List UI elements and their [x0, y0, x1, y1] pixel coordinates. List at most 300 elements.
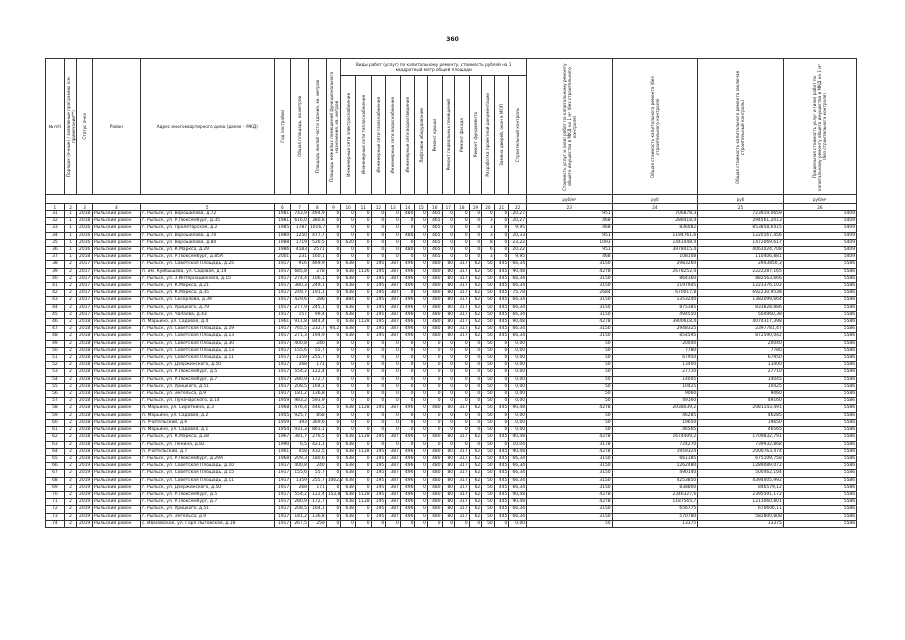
table-cell: 0	[355, 362, 371, 369]
table-cell: 33	[46, 225, 65, 232]
table-cell: Рыльский район	[92, 470, 140, 477]
table-cell: 0	[494, 232, 509, 239]
table-cell: 0,00	[509, 391, 527, 398]
table-cell: 0	[494, 398, 509, 405]
table-row	[46, 434, 857, 441]
column-number: 7	[291, 204, 309, 211]
table-cell: 0	[326, 362, 341, 369]
table-cell: Рыльский район	[92, 211, 140, 218]
table-cell: 2	[64, 304, 77, 311]
table-cell: 195	[371, 333, 386, 340]
table-cell: 638	[341, 275, 356, 282]
table-cell: 0	[355, 484, 371, 491]
table-cell: 496	[400, 513, 415, 520]
table-cell: 3150	[527, 326, 613, 333]
table-cell: 3150	[527, 297, 613, 304]
table-cell: 480	[427, 463, 442, 470]
table-cell: 110406,881	[698, 254, 784, 261]
table-cell: 465	[427, 211, 442, 218]
table-cell: 0	[371, 383, 386, 390]
table-cell: г. Рыльск, ул. Р.Люксембург, д.35	[140, 218, 274, 225]
table-cell: 0	[455, 239, 470, 246]
table-cell: 0	[326, 463, 341, 470]
table-cell: 1917	[274, 506, 291, 513]
table-cell: 0	[386, 239, 401, 246]
table-cell: 0	[326, 232, 341, 239]
table-cell: 62	[469, 297, 482, 304]
table-cell: г. Рыльск, ул. Советская Площадь, д.15	[140, 470, 274, 477]
table-cell: 4183	[291, 247, 309, 254]
table-cell: 66,34	[509, 275, 527, 282]
table-cell: 5586	[783, 347, 856, 354]
table-cell: 50	[482, 340, 495, 347]
table-cell: 0	[494, 225, 509, 232]
table-cell: 50	[482, 275, 495, 282]
table-cell: 7780	[612, 347, 698, 354]
table-cell: 0	[371, 232, 386, 239]
table-cell: 195	[371, 513, 386, 520]
table-cell: 0	[469, 211, 482, 218]
table-cell: 5586	[783, 283, 856, 290]
table-cell: 0	[415, 484, 428, 491]
table-cell: п. им. Куйбышева, ул. Садовая, д.14	[140, 268, 274, 275]
table-cell: 765,5	[291, 326, 309, 333]
table-cell: 3150	[527, 304, 613, 311]
table-cell: 0	[469, 362, 482, 369]
table-cell: 706878,3	[612, 211, 698, 218]
table-cell: 0	[355, 470, 371, 477]
table-cell: 2016	[77, 239, 93, 246]
table-cell: 387	[386, 268, 401, 275]
table-cell: 400,8	[291, 340, 309, 347]
table-cell: 638	[341, 326, 356, 333]
table-cell: 5586	[783, 340, 856, 347]
table-cell: 20040	[612, 340, 698, 347]
table-cell: 0	[355, 340, 371, 347]
table-row	[46, 218, 857, 225]
table-cell: 0	[326, 405, 341, 412]
table-cell: 0	[469, 376, 482, 383]
table-cell: 58	[46, 405, 65, 412]
table-cell: 445	[494, 506, 509, 513]
table-cell: 280,9	[291, 376, 309, 383]
table-cell: 195	[371, 484, 386, 491]
table-cell: 0	[326, 520, 341, 527]
table-cell: 172,7	[308, 376, 326, 383]
table-cell: г. Рыльск, ул. Ворошилова, д.72	[140, 211, 274, 218]
table-cell: 1917	[274, 355, 291, 362]
table-cell: 249,7	[291, 290, 309, 297]
table-cell: 0	[415, 391, 428, 398]
table-cell: 317	[455, 455, 470, 462]
table-cell: 155,6	[291, 347, 309, 354]
table-cell: 49	[46, 340, 65, 347]
table-cell: 480	[427, 484, 442, 491]
table-cell: 685,8	[291, 268, 309, 275]
table-cell: 2018	[77, 427, 93, 434]
table-cell: 638	[341, 477, 356, 484]
table-cell: Рыльский район	[92, 463, 140, 470]
table-cell: 0	[442, 225, 455, 232]
table-cell: 50	[482, 513, 495, 520]
column-number: 11	[355, 204, 371, 211]
table-row	[46, 290, 857, 297]
table-cell: 2000763,474	[698, 448, 784, 455]
table-cell: 3	[482, 254, 495, 261]
table-cell: 0	[415, 412, 428, 419]
table-cell: 0	[341, 427, 356, 434]
table-cell: 638	[341, 290, 356, 297]
table-cell: г. Рыльск, ул. Урицкого, д.51	[140, 383, 274, 390]
column-number: 12	[371, 204, 386, 211]
table-cell: 0	[415, 434, 428, 441]
table-cell: 62	[469, 491, 482, 498]
table-cell: 50	[482, 383, 495, 390]
table-cell: 2	[64, 491, 77, 498]
table-cell: 49160	[698, 398, 784, 405]
table-cell: 0	[442, 419, 455, 426]
table-cell: 526,5	[308, 239, 326, 246]
table-cell: г. Рыльск, ул. Р.Люксембург, д.85А	[140, 254, 274, 261]
table-cell: 445	[494, 319, 509, 326]
table-cell: г. Рыльск, ул. Ленина, д.82	[140, 441, 274, 448]
column-number: 5	[140, 204, 274, 211]
table-cell: г. Рыльск, ул. Советская Площадь, д.30	[140, 340, 274, 347]
table-cell: 0	[427, 369, 442, 376]
table-row	[46, 225, 857, 232]
table-cell: 80	[442, 283, 455, 290]
table-cell: 446,5	[308, 405, 326, 412]
column-number: 25	[698, 204, 784, 211]
table-cell: 0	[469, 225, 482, 232]
table-cell: 0	[469, 391, 482, 398]
table-cell: 458	[291, 448, 309, 455]
table-cell: 2	[64, 427, 77, 434]
table-cell: Рыльский район	[92, 304, 140, 311]
table-cell: г. Рыльск, ул. К.Маркса, д.21	[140, 283, 274, 290]
table-cell: 2	[64, 362, 77, 369]
table-cell: 0	[494, 376, 509, 383]
table-cell: 2019	[77, 513, 93, 520]
table-cell: 5586	[783, 441, 856, 448]
table-cell: 400,8	[291, 463, 309, 470]
table-cell: 2346327,6	[612, 491, 698, 498]
table-cell: 0	[326, 247, 341, 254]
table-row	[46, 484, 857, 491]
table-cell: 2018	[77, 211, 93, 218]
table-cell: 62	[469, 448, 482, 455]
table-cell: 0	[455, 340, 470, 347]
table-cell: Рыльский район	[92, 448, 140, 455]
table-cell: 1	[64, 211, 77, 218]
column-number: 15	[415, 204, 428, 211]
table-cell: 0	[386, 247, 401, 254]
table-cell: 0	[427, 376, 442, 383]
table-cell: 2019	[77, 484, 93, 491]
header-col-3: Статус очка	[77, 59, 93, 195]
table-cell: 1917	[274, 290, 291, 297]
table-cell: 50	[482, 319, 495, 326]
table-cell: 0	[442, 355, 455, 362]
table-cell: 2016	[77, 225, 93, 232]
table-cell: 90,48	[509, 434, 527, 441]
table-cell: 80	[442, 290, 455, 297]
table-cell: 387	[386, 491, 401, 498]
table-cell: 445	[494, 304, 509, 311]
table-cell: Рыльский район	[92, 275, 140, 282]
table-row	[46, 232, 857, 239]
table-cell: Рыльский район	[92, 268, 140, 275]
table-cell: 195	[371, 477, 386, 484]
table-cell: 638	[341, 311, 356, 318]
table-cell: 0	[341, 218, 356, 225]
table-cell: 66,34	[509, 513, 527, 520]
table-cell: 0	[355, 311, 371, 318]
table-cell: 0	[341, 391, 356, 398]
table-cell: 0,00	[509, 355, 527, 362]
table-cell: 50	[46, 347, 65, 354]
table-cell: 80	[442, 455, 455, 462]
table-cell: 0	[442, 383, 455, 390]
table-cell: 387	[386, 283, 401, 290]
capital-repair-table	[45, 58, 857, 528]
table-cell: 62	[469, 290, 482, 297]
table-cell: 1917	[274, 297, 291, 304]
table-cell: Рыльский район	[92, 441, 140, 448]
table-cell: 153,8	[327, 491, 341, 497]
table-cell: 0	[494, 340, 509, 347]
table-cell: 208,5	[291, 383, 309, 390]
table-cell: 1709832,791	[698, 434, 784, 441]
table-cell: г. Рыльск, ул. Советская Площадь, д.19	[140, 326, 274, 333]
table-cell: 50	[482, 283, 495, 290]
table-cell: 90,48	[509, 405, 527, 412]
column-number: 19	[469, 204, 482, 211]
table-cell: 195	[371, 290, 386, 297]
table-cell: 0	[415, 455, 428, 462]
table-cell: 5586	[783, 268, 856, 275]
table-cell: 0	[326, 434, 341, 441]
table-cell: г. Рыльск, ул. Советская Площадь, д.25	[140, 261, 274, 268]
table-cell: 0	[355, 218, 371, 225]
table-cell: 2017	[77, 297, 93, 304]
table-cell: 2	[64, 268, 77, 275]
table-cell: 63	[46, 441, 65, 448]
table-cell: 0	[355, 333, 371, 340]
table-cell: г. Рыльск, ул. Дзержинского, д.50	[140, 362, 274, 369]
table-cell: 2018	[77, 391, 93, 398]
table-cell: 2	[64, 340, 77, 347]
table-cell: Рыльский район	[92, 355, 140, 362]
table-cell: 0	[355, 261, 371, 268]
table-cell: 853858,6415	[698, 225, 784, 232]
table-cell: 50	[482, 499, 495, 506]
table-cell: 62	[469, 434, 482, 441]
table-cell: 2001	[274, 254, 291, 261]
table-cell: 62	[469, 470, 482, 477]
table-cell: 0	[326, 383, 341, 390]
table-cell: 0	[355, 304, 371, 311]
table-cell: 445	[494, 311, 509, 318]
table-cell: 3	[482, 218, 495, 225]
table-cell: 0	[427, 427, 442, 434]
table-cell: 50	[482, 477, 495, 484]
table-cell: 3150	[527, 333, 613, 340]
table-cell: 0	[455, 362, 470, 369]
table-cell: 2018	[77, 441, 93, 448]
header-unit-25: руб	[698, 195, 784, 204]
table-cell: 317	[455, 275, 470, 282]
table-cell: 480	[427, 470, 442, 477]
table-cell: 465	[427, 247, 442, 254]
table-cell: 0	[326, 347, 341, 354]
header-col-13: Инженерные сети водоснабжения	[386, 76, 401, 195]
column-number: 8	[308, 204, 326, 211]
table-cell: 50	[527, 520, 613, 527]
table-cell: 5586	[783, 376, 856, 383]
table-row	[46, 268, 857, 275]
table-cell: 0	[326, 470, 341, 477]
table-cell: 496	[400, 311, 415, 318]
table-cell: 1441448,4	[612, 239, 698, 246]
table-cell: 317	[455, 319, 470, 326]
table-cell: 1986	[274, 247, 291, 254]
header-unit-26: руб/м²	[783, 195, 856, 204]
table-cell: 10425	[698, 383, 784, 390]
header-col-22: Строительный контроль	[509, 76, 527, 195]
table-cell: 0	[415, 275, 428, 282]
table-cell: 9060	[612, 391, 698, 398]
table-cell: Рыльский район	[92, 477, 140, 484]
table-cell: 0	[326, 499, 341, 506]
table-row	[46, 463, 857, 470]
table-cell: 50	[482, 268, 495, 275]
table-cell: Рыльский район	[92, 427, 140, 434]
table-cell: 2	[64, 326, 77, 333]
table-row	[46, 362, 857, 369]
table-cell: п. Учительский, д.7	[140, 448, 274, 455]
table-row	[46, 506, 857, 513]
table-cell: 3150	[527, 455, 613, 462]
table-cell: 44	[46, 304, 65, 311]
table-cell: 317	[455, 297, 470, 304]
table-cell: 1359	[291, 477, 309, 484]
table-cell: 0	[386, 520, 401, 527]
table-cell: 80	[442, 448, 455, 455]
table-cell: Рыльский район	[92, 218, 140, 225]
table-cell: 4061024,708	[698, 247, 784, 254]
table-cell: 50	[482, 347, 495, 354]
table-cell: 66	[46, 463, 65, 470]
table-cell: 2018	[77, 333, 93, 340]
table-cell: 1472069,617	[698, 239, 784, 246]
table-cell: 387	[386, 455, 401, 462]
table-cell: 2	[64, 261, 77, 268]
table-cell: 445	[494, 268, 509, 275]
table-cell: 0	[415, 319, 428, 326]
table-cell: 50	[482, 355, 495, 362]
table-cell: 268	[291, 362, 309, 369]
table-cell: 496	[400, 297, 415, 304]
table-cell: 5409	[783, 218, 856, 225]
table-cell: 2	[64, 369, 77, 376]
table-cell: 317	[455, 484, 470, 491]
table-cell: 5586	[783, 470, 856, 477]
table-cell: Рыльский район	[92, 297, 140, 304]
table-cell: 0	[326, 419, 341, 426]
table-cell: 195	[371, 268, 386, 275]
table-cell: 2018	[77, 369, 93, 376]
table-cell: 2018	[77, 355, 93, 362]
table-cell: 10,04	[509, 441, 527, 448]
table-cell: 1917	[274, 340, 291, 347]
table-cell: 0	[427, 391, 442, 398]
table-cell: 1128	[355, 448, 371, 455]
table-cell: 5586	[783, 477, 856, 484]
table-cell: 5586	[783, 520, 856, 527]
table-cell: 2	[64, 275, 77, 282]
table-cell: 465	[427, 254, 442, 261]
table-cell: 1126	[355, 268, 371, 275]
table-cell: 50	[527, 427, 613, 434]
table-cell: 0	[455, 211, 470, 218]
table-cell: 0	[355, 441, 371, 448]
table-cell: 2018	[77, 218, 93, 225]
table-cell: 5586	[783, 261, 856, 268]
table-cell: 0	[386, 412, 401, 419]
table-cell: 73	[46, 513, 65, 520]
table-cell: 317	[455, 311, 470, 318]
table-cell: 164,1	[308, 506, 326, 513]
table-cell: 208,5	[291, 506, 309, 513]
table-cell: 0	[427, 398, 442, 405]
table-cell: 2	[64, 513, 77, 520]
table-row	[46, 239, 857, 246]
table-cell: 0	[326, 484, 341, 491]
table-cell: 0	[427, 383, 442, 390]
table-cell: 480	[427, 304, 442, 311]
table-cell: 288418,4	[612, 218, 698, 225]
table-cell: 4278	[527, 268, 613, 275]
table-cell: 2019	[77, 463, 93, 470]
table-cell: 50	[527, 419, 613, 426]
table-cell: 1917	[274, 463, 291, 470]
table-cell: Рыльский район	[92, 369, 140, 376]
table-cell: 50	[482, 311, 495, 318]
table-cell: 0	[400, 376, 415, 383]
column-number: 2	[64, 204, 77, 211]
header-col-18: Ремонт фасада	[455, 76, 470, 195]
table-cell: 5586	[783, 297, 856, 304]
table-cell: 1981	[274, 218, 291, 225]
table-cell: г. Рыльск, ул. Пролетарская, д.2	[140, 225, 274, 232]
table-cell: 951	[527, 232, 613, 239]
table-cell: 445	[494, 455, 509, 462]
table-cell: Рыльский район	[92, 232, 140, 239]
table-cell: 0,00	[509, 427, 527, 434]
table-cell: 5586	[783, 412, 856, 419]
table-cell: 195	[371, 463, 386, 470]
table-cell: 5409	[783, 247, 856, 254]
table-cell: 496	[400, 448, 415, 455]
table-cell: 445	[494, 326, 509, 333]
page-number: 360	[446, 36, 459, 43]
table-cell: г. Рыльск, ул. 3 Интернационала, д.15	[140, 275, 274, 282]
table-cell: 476,4	[291, 405, 309, 412]
table-cell: 59	[46, 412, 65, 419]
table-cell: 5586	[783, 398, 856, 405]
table-cell: 46565	[612, 427, 698, 434]
